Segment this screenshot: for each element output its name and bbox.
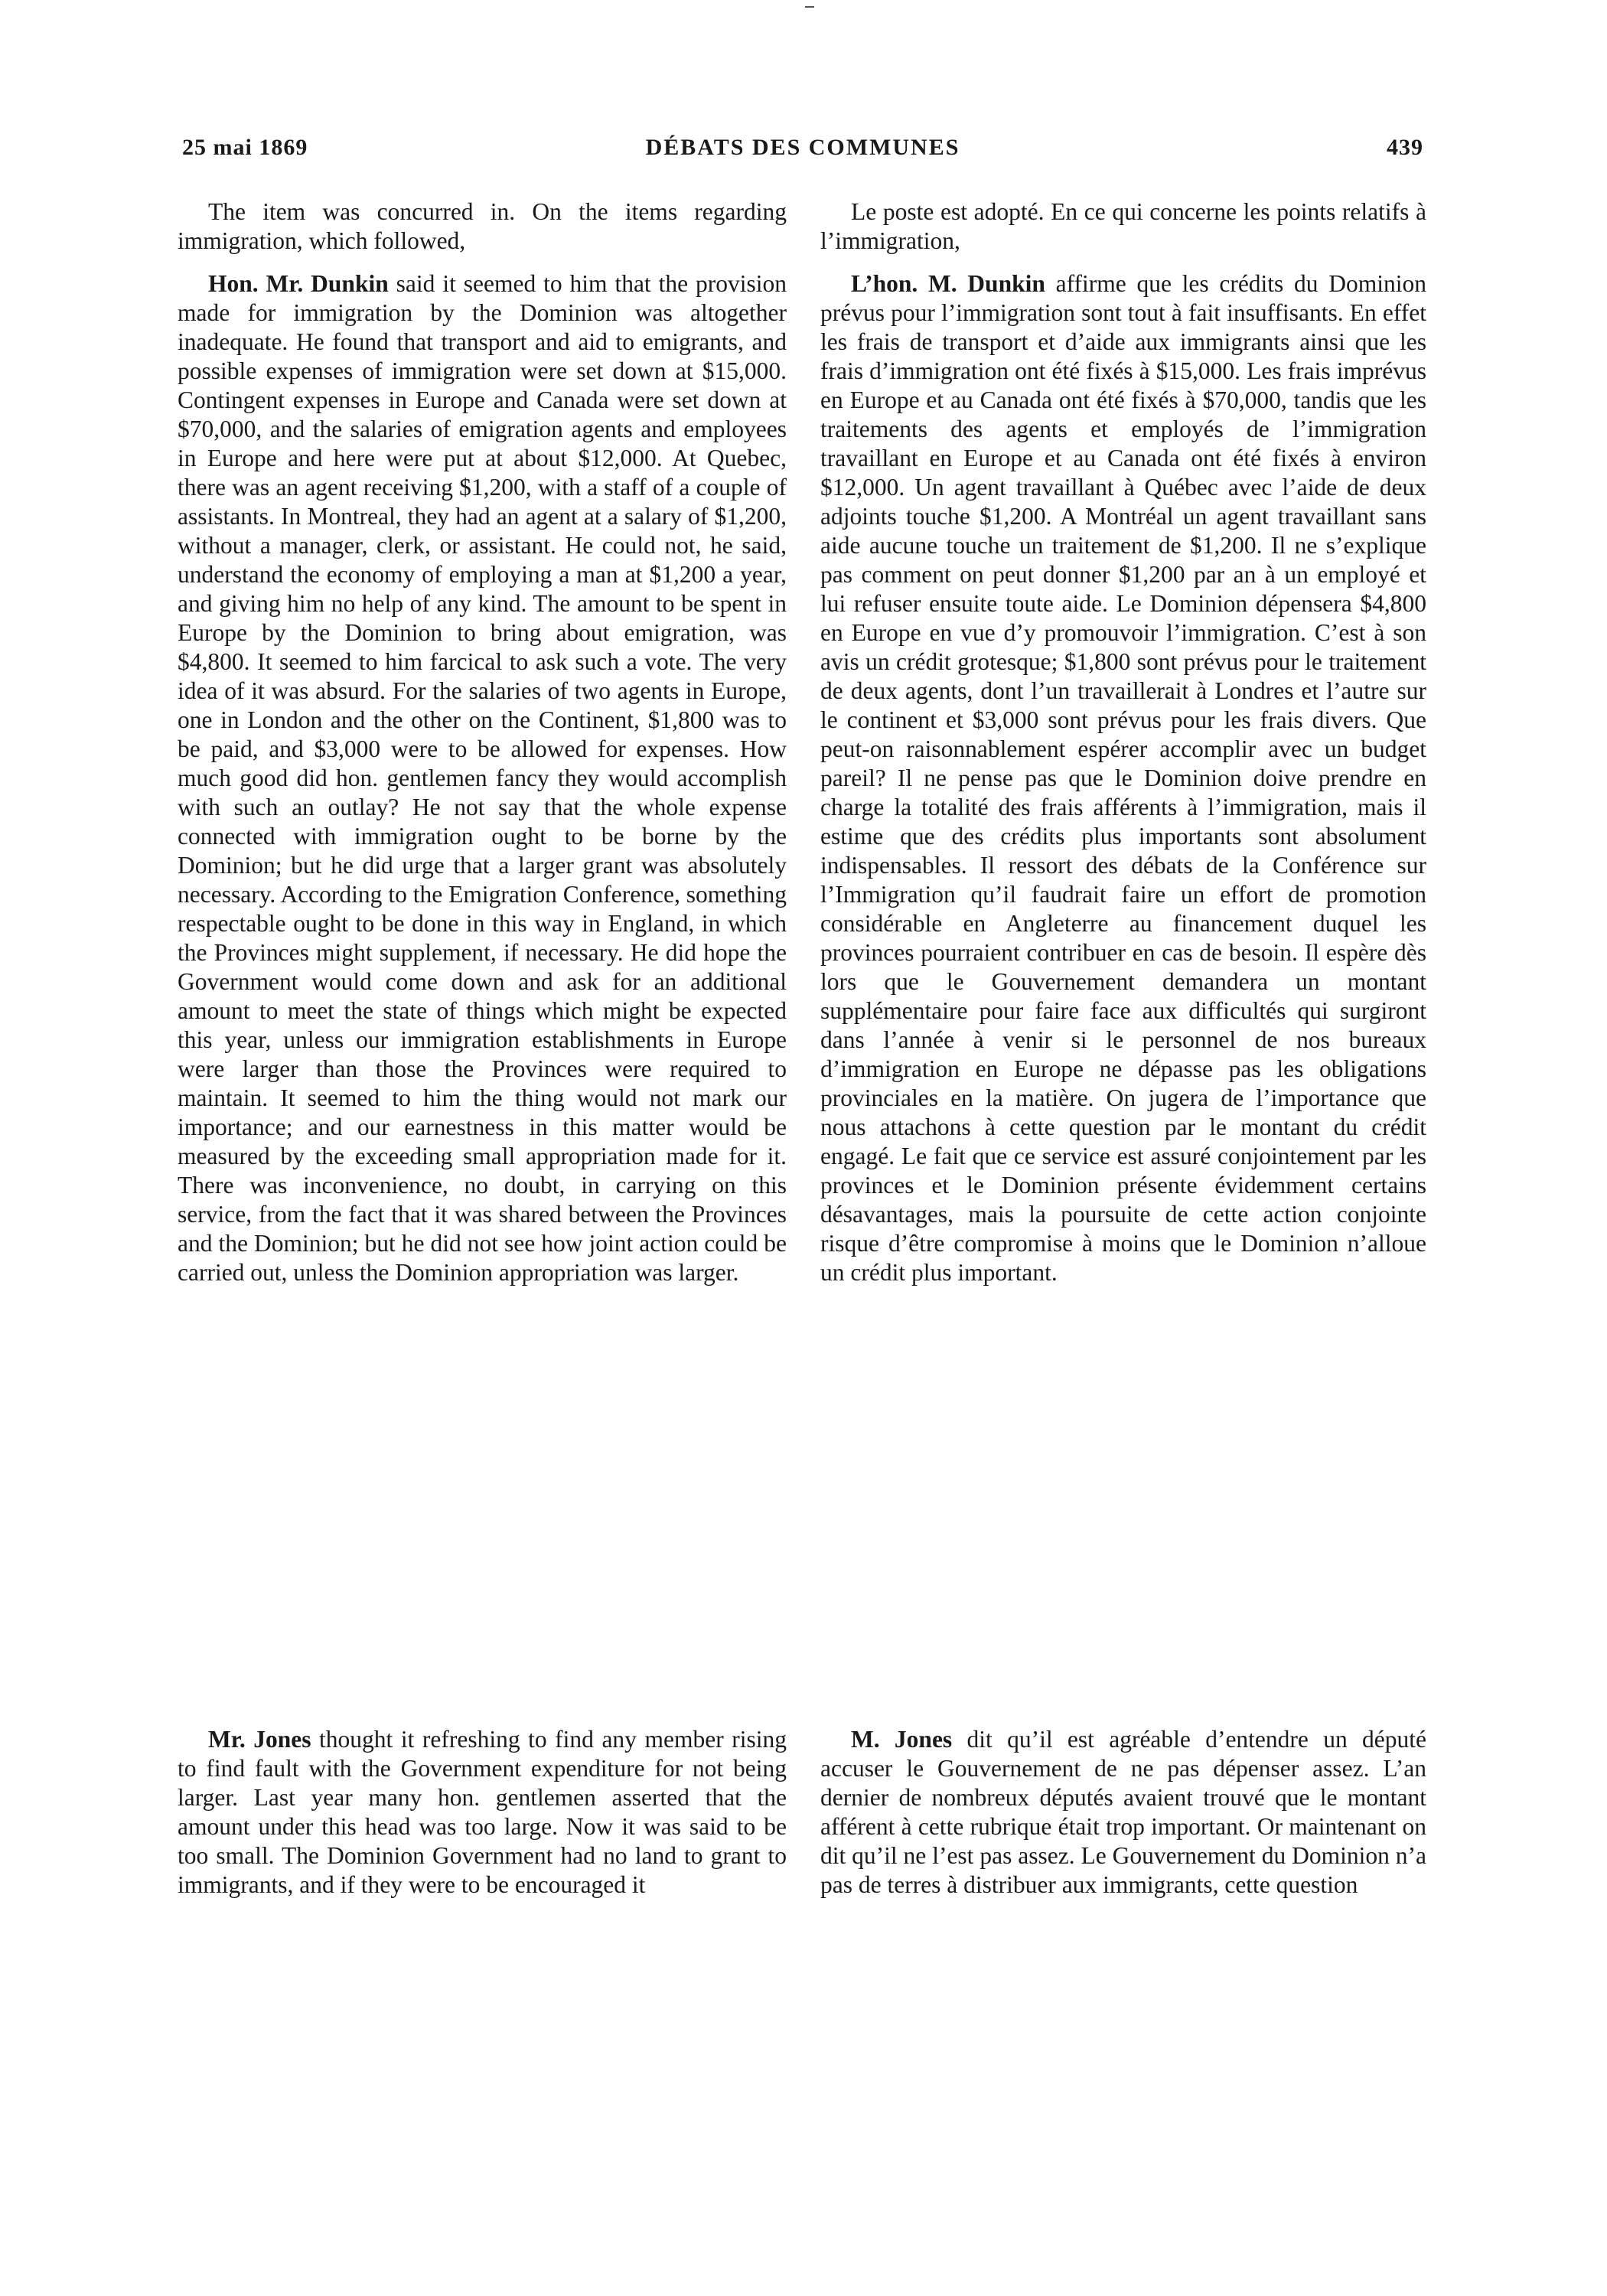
header-date: 25 mai 1869: [182, 135, 308, 160]
left-dunkin-column: [178, 269, 787, 1287]
speaker-name: Hon. Mr. Dunkin: [208, 270, 389, 297]
speech-text: thought it refreshing to find any member rising to find fault with the Government expenditure for not being larger. Last year many hon. gentlemen asserted that the amount under this head was too large. Now it was said to be too small. The Dominion Government had no land to grant to immigrants, and if they were to be encouraged it: [178, 1726, 787, 1898]
left-intro-column: [178, 197, 787, 256]
right-intro-paragraph: Le poste est adopté. En ce qui concerne les points relatifs à l’immigration,: [820, 198, 1426, 254]
scan-mark: [805, 6, 814, 8]
speech-text: affirme que les crédits du Dominion prévus pour l’immigration sont tout à fait insuffisants. En effet les frais de transport et d’aide aux immigrants ainsi que les frais d’immigration ont été fixés à $15,000. Les frais imprévus en Europe et au Canada ont été fixés à $70,000, tandis que les traitements des agents et employés de l’immigration travaillant en Europe et au Canada ont été fixés à environ $12,000. Un agent travaillant à Québec avec l’aide de deux adjoints touche $1,200. A Montréal un agent travaillant sans aide aucune touche un traitement de $1,200. Il ne s’explique pas comment on peut donner $1,200 par an à un employé et lui refuser ensuite toute aide. Le Dominion dépensera $4,800 en Europe en vue d’y promouvoir l’immigration. C’est à son avis un crédit grotesque; $1,800 sont prévus pour le traitement de deux agents, dont l’un travaillerait à Londres et l’autre sur le continent et $3,000 sont prévus pour les frais divers. Que peut-on raisonnablement espérer accomplir avec un budget pareil? Il ne pense pas que le Dominion doive prendre en charge la totalité des frais afférents à l’immigration, mais il estime que des crédits plus importants sont absolument indispensables. Il ressort des débats de la Conférence sur l’Immigration qu’il faudrait faire un effort de promotion considérable en Angleterre au financement duquel les provinces pourraient contribuer en cas de besoin. Il espère dès lors que le Gouvernement demandera un montant supplémentaire pour faire face aux difficultés qui surgiront dans l’année à venir si le personnel de nos bureaux d’immigration en Europe ne dépasse pas les obligations provinciales en la matière. On jugera de l’importance que nous attachons à cette question par le montant du crédit engagé. Le fait que ce service est assuré conjointement par les provinces et le Dominion présente évidemment certains désavantages, mais la poursuite de cette action conjointe risque d’être compromise à moins que le Dominion n’alloue un crédit plus important.: [820, 270, 1426, 1286]
header-page-number: 439: [1387, 135, 1423, 160]
speaker-name: L’hon. M. Dunkin: [851, 270, 1045, 297]
left-jones-paragraph: [178, 1725, 787, 1900]
right-intro-column: [820, 197, 1426, 256]
left-dunkin-paragraph: [178, 269, 787, 1287]
speaker-name: M. Jones: [851, 1726, 953, 1753]
right-dunkin-paragraph: [820, 269, 1426, 1287]
page-header: [182, 135, 1423, 173]
right-dunkin-column: [820, 269, 1426, 1287]
speech-text: dit qu’il est agréable d’entendre un député accuser le Gouvernement de ne pas dépenser assez. L’an dernier de nombreux députés avaient trouvé que le montant afférent à cette rubrique était trop important. Or maintenant on dit qu’il ne l’est pas assez. Le Gouvernement du Dominion n’a pas de terres à distribuer aux immigrants, cette question: [820, 1726, 1426, 1898]
left-jones-column: [178, 1725, 787, 1900]
speaker-name: Mr. Jones: [208, 1726, 311, 1753]
speech-text: said it seemed to him that the provision made for immigration by the Dominion was altogether inadequate. He found that transport and aid to emigrants, and possible expenses of immigration were set down at $15,000. Contingent expenses in Europe and Canada were set down at $70,000, and the salaries of emigration agents and employees in Europe and here were put at about $12,000. At Quebec, there was an agent receiving $1,200, with a staff of a couple of assistants. In Montreal, they had an agent at a salary of $1,200, without a manager, clerk, or assistant. He could not, he said, understand the economy of employing a man at $1,200 a year, and giving him no help of any kind. The amount to be spent in Europe by the Dominion to bring about emigration, was $4,800. It seemed to him farcical to ask such a vote. The very idea of it was absurd. For the salaries of two agents in Europe, one in London and the other on the Continent, $1,800 was to be paid, and $3,000 were to be allowed for expenses. How much good did hon. gentlemen fancy they would accomplish with such an outlay? He not say that the whole expense connected with immigration ought to be borne by the Dominion; but he did urge that a larger grant was absolutely necessary. According to the Emigration Conference, something respectable ought to be done in this way in England, in which the Provinces might supplement, if necessary. He did hope the Government would come down and ask for an additional amount to meet the state of things which might be expected this year, unless our immigration establishments in Europe were larger than those the Provinces were required to maintain. It seemed to him the thing would not mark our importance; and our earnestness in this matter would be measured by the exceeding small appropriation made for it. There was inconvenience, no doubt, in carrying on this service, from the fact that it was shared between the Provinces and the Dominion; but he did not see how joint action could be carried out, unless the Dominion appropriation was larger.: [178, 270, 787, 1286]
right-jones-column: [820, 1725, 1426, 1900]
right-jones-paragraph: [820, 1725, 1426, 1900]
header-title: DÉBATS DES COMMUNES: [645, 135, 960, 160]
left-intro-paragraph: The item was concurred in. On the items regarding immigration, which followed,: [178, 198, 787, 254]
